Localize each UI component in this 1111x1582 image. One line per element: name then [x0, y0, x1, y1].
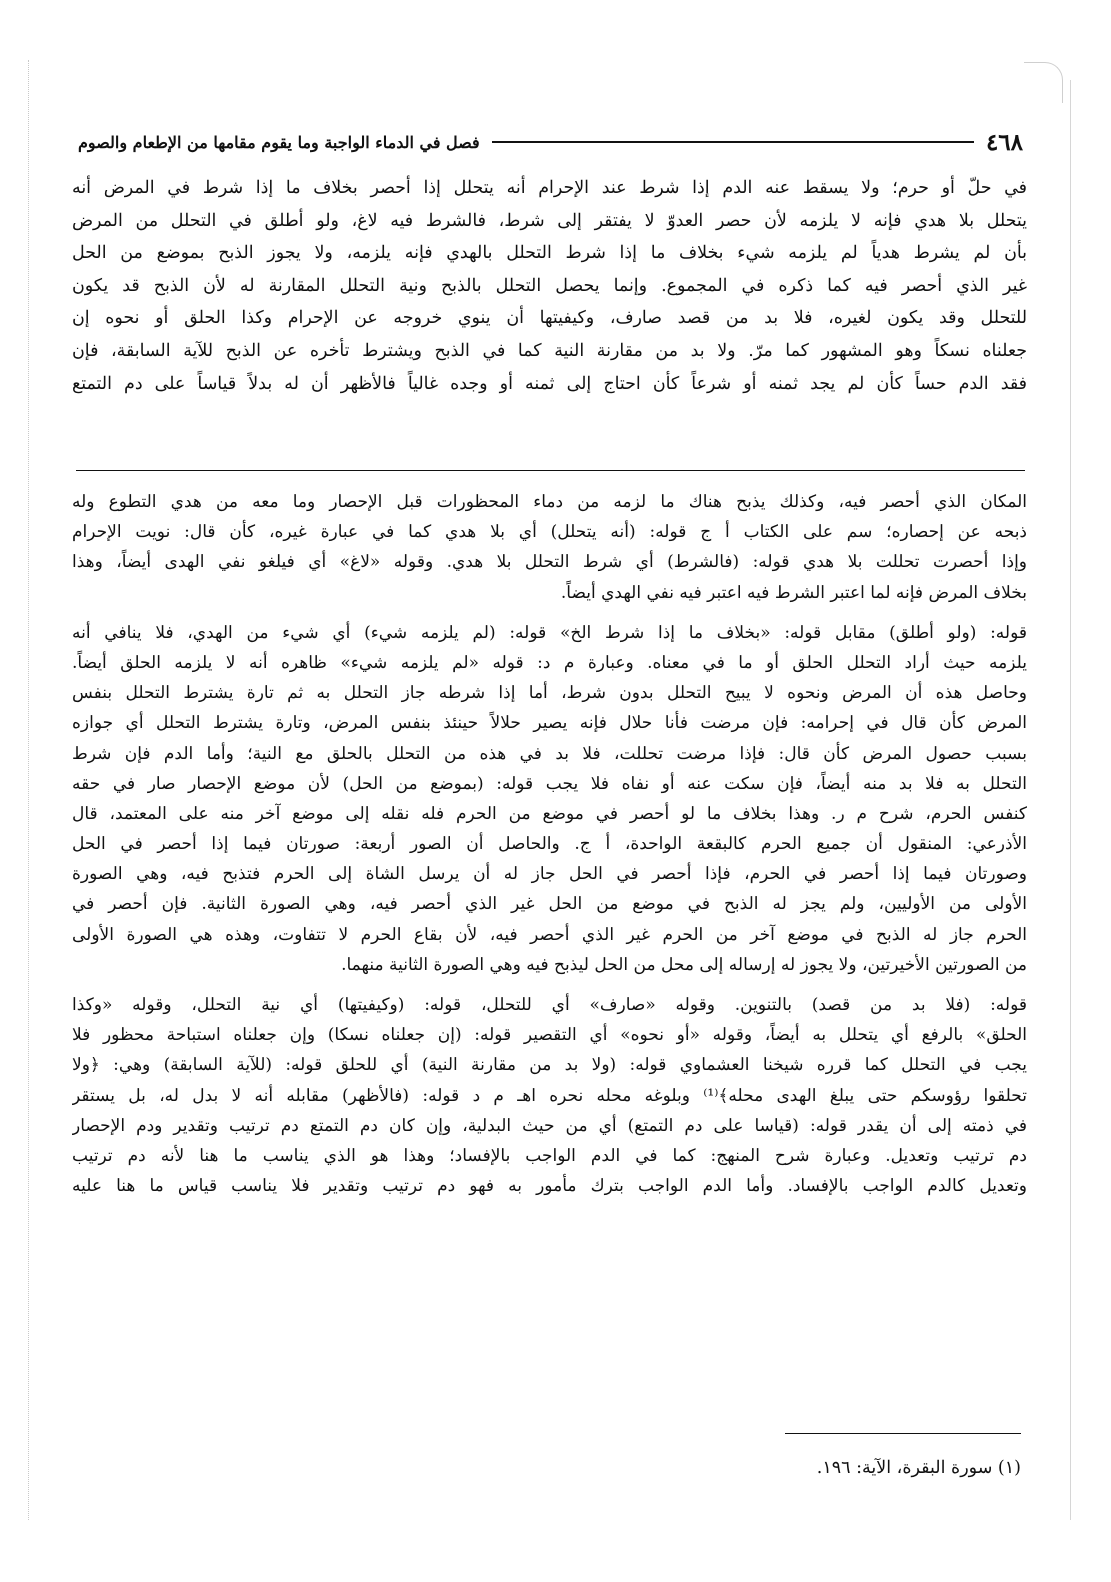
commentary-line: في ذمته إلى أن يقدر قوله: (قياسا على دم التمتع) أي من حيث البدلية، وإن كان دم التمتع دم ترتيب وتقدير ودم الإحصار	[72, 1115, 1027, 1136]
footnote: (١) سورة البقرة، الآية: ١٩٦.	[816, 1458, 1021, 1478]
main-text-line: فقد الدم حساً كأن لم يجد ثمنه أو شرعاً كأن احتاج إلى ثمنه أو وجده غالياً فالأظهر أن له بدلاً قياساً على دم التمتع	[72, 373, 1027, 394]
paragraph-gap	[72, 608, 1027, 618]
scan-edge-left	[28, 60, 35, 1520]
header-rule	[492, 141, 974, 143]
commentary	[72, 487, 1027, 1201]
text-commentary-divider	[76, 470, 1025, 471]
commentary-line: بسبب حصول المرض كأن قال: فإذا مرضت تحللت، فلا بد في هذه من التحلل بالحلق مع النية؛ وأما الدم فإن شرط	[72, 743, 1027, 764]
commentary-line: يلزمه حيث أراد التحلل الحلق أو ما في معناه. وعبارة م د: قوله «لم يلزمه شيء» ظاهره أنه لا يلزمه الحلق أيضاً.	[72, 652, 1027, 673]
commentary-paragraph	[72, 990, 1027, 1201]
main-text-line: يتحلل بلا هدي فإنه لا يلزمه لأن حصر العدوّ لا يفتقر إلى شرط، فالشرط فيه لاغ، ولو أطلق في التحلل من المرض	[72, 210, 1027, 231]
paragraph-gap	[72, 980, 1027, 990]
commentary-line: تحلقوا رؤوسكم حتى يبلغ الهدى محله﴾⁽¹⁾ وبلوغه محله نحره اهـ م د قوله: (فالأظهر) مقابله أنه لا بدل له، بل يستقر	[72, 1085, 1027, 1106]
footnote-divider	[785, 1433, 1021, 1434]
commentary-line: الأولى من الأوليين، ولم يجز له الذبح في موضع من الحل غير الذي أحصر فيه، وهي الصورة الثانية. فإن أحصر في	[72, 894, 1027, 915]
commentary-line: وصورتان فيما إذا أحصر في الحرم، فإذا أحصر في الحل جاز له أن يرسل الشاة إلى الحرم فتذبح فيه، وهي الصورة	[72, 864, 1027, 885]
commentary-line: قوله: (فلا بد من قصد) بالتنوين. وقوله «صارف» أي للتحلل، قوله: (وكيفيتها) أي نية التحلل، وقوله «وكذا	[72, 995, 1027, 1015]
page-number: ٤٦٨	[985, 128, 1023, 156]
commentary-line: الأذرعي: المنقول أن جميع الحرم كالبقعة الواحدة، أ ج. والحاصل أن الصور أربعة: صورتان فيما إذا أحصر في الحل	[72, 834, 1027, 855]
commentary-line: يجب في التحلل كما قرره شيخنا العشماوي قوله: (ولا بد من مقارنة النية) أي للحلق قوله: (للآية السابقة) وهي: ﴿ولا	[72, 1055, 1027, 1076]
running-title: فصل في الدماء الواجبة وما يقوم مقامها من الإطعام والصوم	[78, 132, 480, 152]
commentary-line: وحاصل هذه أن المرض ونحوه لا يبيح التحلل بدون شرط، أما إذا شرطه جاز التحلل به ثم تارة يشترط التحلل بنفس	[72, 683, 1027, 704]
commentary-line: التحلل به فلا بد منه أيضاً، فإن سكت عنه أو نفاه فلا يجب قوله: (بموضع من الحل) لأن موضع الإحصار صار في حقه	[72, 773, 1027, 794]
main-text	[72, 172, 1027, 400]
commentary-line: المكان الذي أحصر فيه، وكذلك يذبح هناك ما لزمه من دماء المحظورات قبل الإحصار وما معه من هدي التطوع وله	[72, 492, 1027, 512]
main-text-line: في حلّ أو حرم؛ ولا يسقط عنه الدم إذا شرط عند الإحرام أنه يتحلل إذا أحصر بخلاف ما إذا شرط في المرض أنه	[72, 178, 1027, 198]
commentary-paragraph	[72, 487, 1027, 608]
commentary-line: المرض كأن قال في إحرامه: فإن مرضت فأنا حلال فإنه يصير حلالاً حينئذ بنفس المرض، وتارة يشترط التحلل أي جوازه	[72, 713, 1027, 734]
main-text-line: غير الذي أحصر فيه كما ذكره في المجموع. وإنما يحصل التحلل بالذبح ونية التحلل المقارنة له لأن الذبح قد يكون	[72, 275, 1027, 296]
commentary-line: دم ترتيب وتعديل. وعبارة شرح المنهج: كما في الدم الواجب بالإفساد؛ وهذا هو الذي يناسب ما هنا لأنه دم ترتيب	[72, 1145, 1027, 1166]
scan-edge-right	[1066, 80, 1071, 1520]
main-text-line: جعلناه نسكاً وهو المشهور كما مرّ. ولا بد من مقارنة النية كما في الذبح ويشترط تأخره عن الذبح للآية السابقة، فإن	[72, 340, 1027, 361]
main-text-line: بأن لم يشرط هدياً لم يلزمه شيء بخلاف ما إذا شرط التحلل بالهدي فإنه يلزمه، ولا يجوز الذبح بموضع من الحل	[72, 243, 1027, 264]
commentary-line: قوله: (ولو أطلق) مقابل قوله: «بخلاف ما إذا شرط الخ» قوله: (لم يلزمه شيء) أي شيء من الهدي، فلا ينافي أنه	[72, 622, 1027, 643]
commentary-line: الحرم جاز له الذبح في موضع آخر من الحرم غير الذي أحصر فيه، لأن بقاع الحرم لا تتفاوت، وهذه هي الصورة الأولى	[72, 924, 1027, 945]
commentary-line: بخلاف المرض فإنه لما اعتبر الشرط فيه اعتبر فيه نفي الهدي أيضاً.	[560, 582, 1027, 603]
commentary-line: وإذا أحصرت تحللت بلا هدي قوله: (فالشرط) أي شرط التحلل بلا هدي. وقوله «لاغ» أي فيلغو نفي الهدى أيضاً، وهذا	[72, 552, 1027, 573]
page-header	[78, 126, 1023, 158]
commentary-line: من الصورتين الأخيرتين، ولا يجوز له إرساله إلى محل من الحل ليذبح فيه وهي الصورة الثانية منهما.	[341, 954, 1027, 975]
commentary-paragraph	[72, 618, 1027, 980]
commentary-line: الحلق» بالرفع أي يتحلل به أيضاً، وقوله «أو نحوه» أي التقصير قوله: (إن جعلناه نسكا) وإن جعلناه استباحة محظور فلا	[72, 1025, 1027, 1046]
scan-corner-mark	[1024, 62, 1063, 103]
commentary-line: ذبحه عن إحصاره؛ سم على الكتاب أ ج قوله: (أنه يتحلل) أي بلا هدي كما في عبارة غيره، كأن قال: نويت الإحرام	[72, 522, 1027, 543]
commentary-line: كنفس الحرم، شرح م ر. وهذا بخلاف ما لو أحصر في موضع من الحرم فله نقله إلى موضع آخر منه على المعتمد، قال	[72, 803, 1027, 824]
commentary-line: وتعديل كالدم الواجب بالإفساد. وأما الدم الواجب بترك مأمور به فهو دم ترتيب وتقدير فلا يناسب قياس ما هنا عليه	[72, 1176, 1027, 1197]
main-text-line: للتحلل وقد يكون لغيره، فلا بد من قصد صارف، وكيفيتها أن ينوي خروجه عن الإحرام وكذا الحلق أو نحوه إن	[72, 308, 1027, 329]
